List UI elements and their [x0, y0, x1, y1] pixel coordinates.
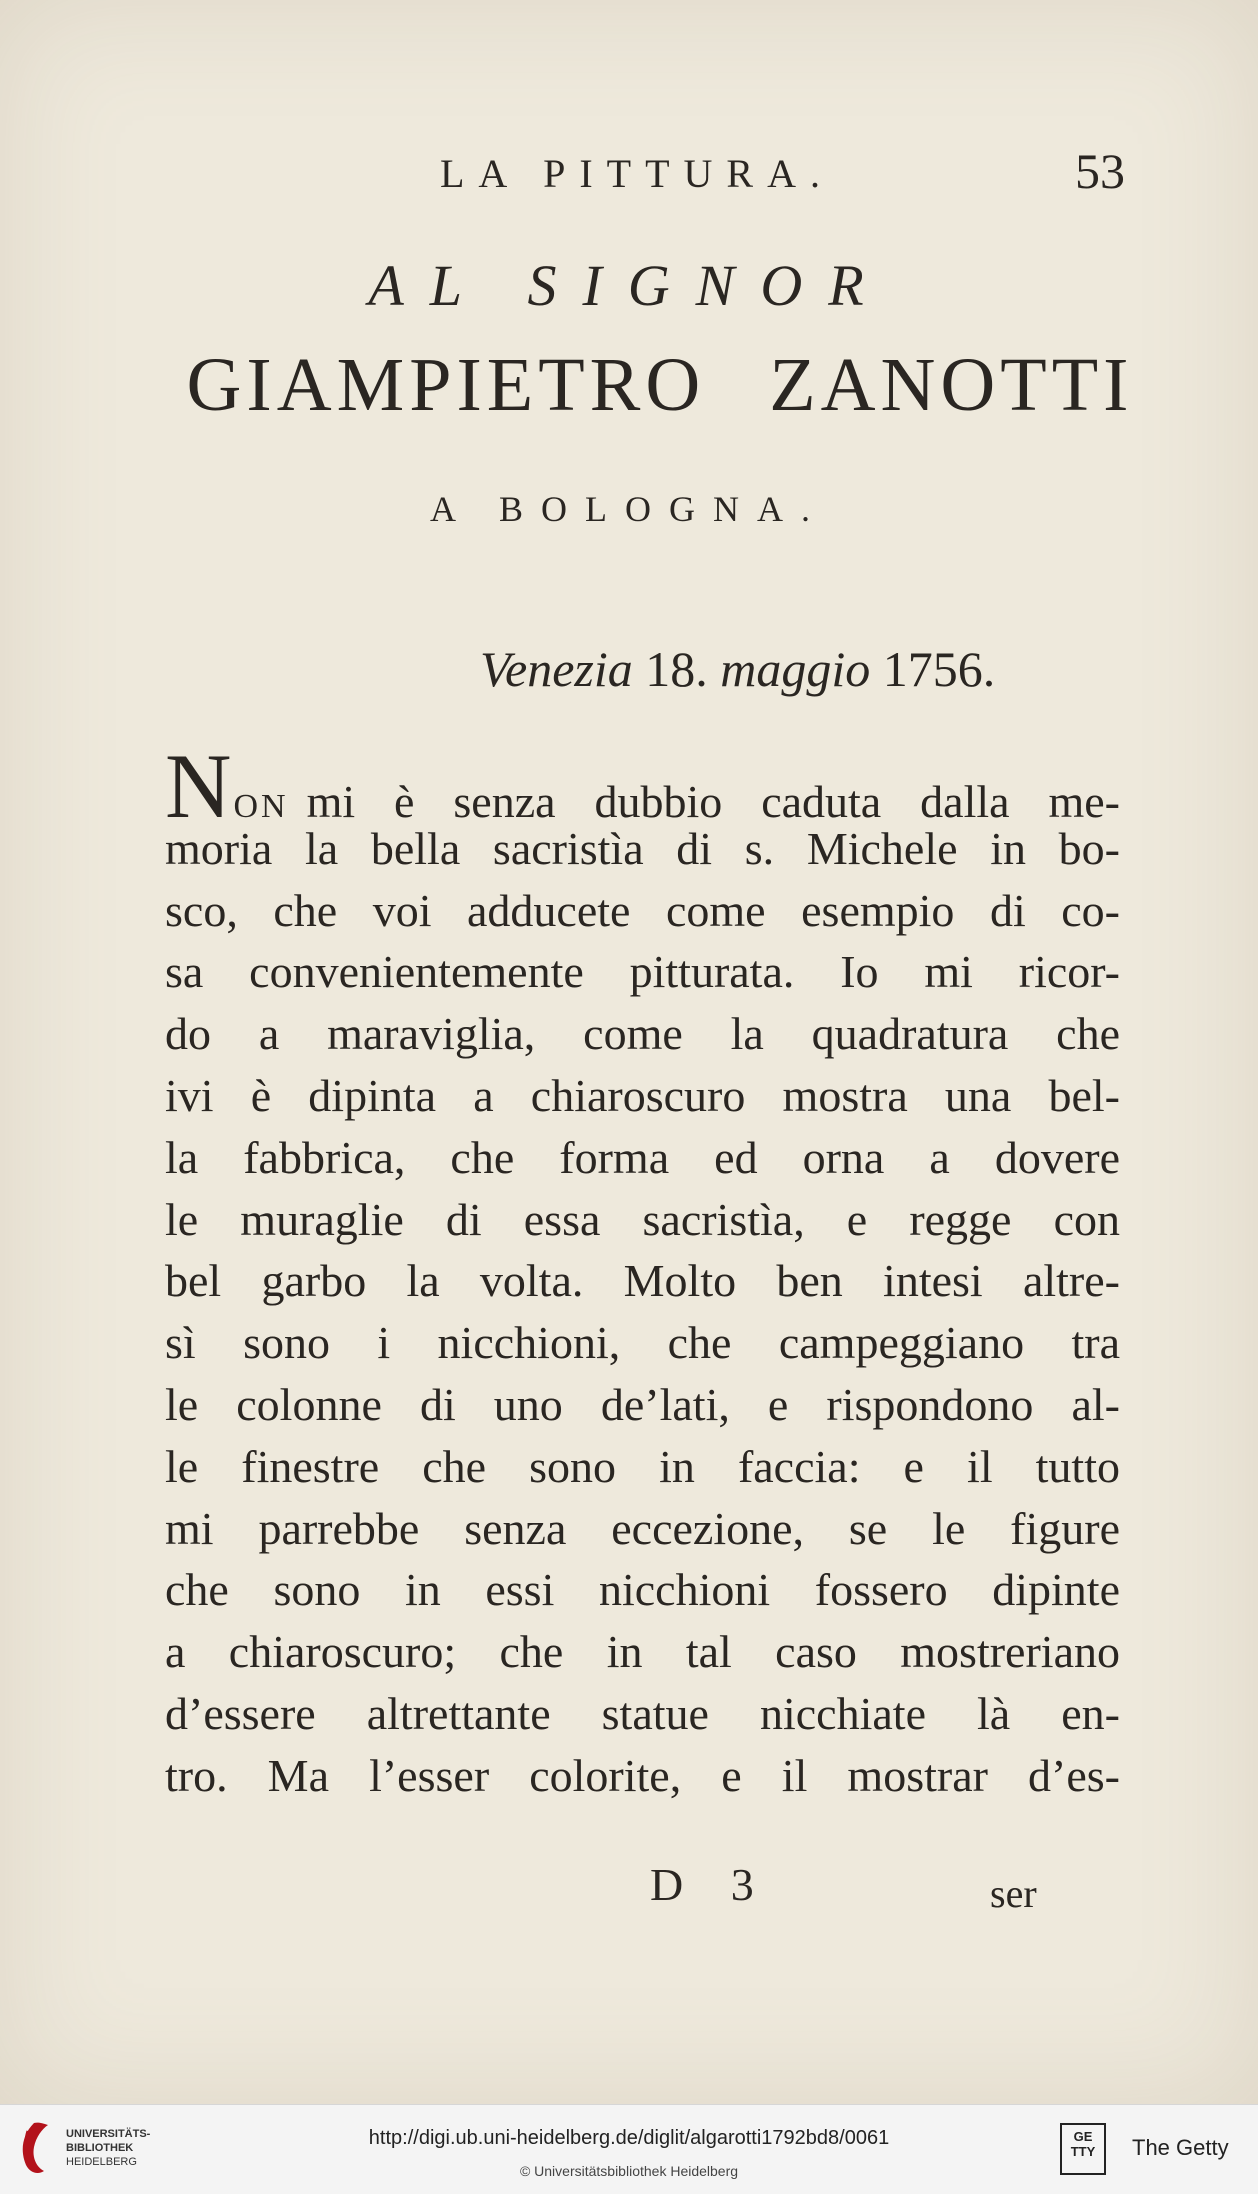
page-number: 53 [1075, 143, 1125, 199]
institution-line-1: UNIVERSITÄTS- [66, 2128, 151, 2140]
getty-logo-line-1: GE [1073, 2129, 1093, 2144]
letter-line: do a maraviglia, come la quadratura che [165, 1008, 1120, 1060]
institution-line-2: BIBLIOTHEK [66, 2142, 134, 2154]
first-word-small-caps: ON [233, 788, 289, 825]
letter-line: sco, che voi adducete come esempio di co- [165, 884, 1120, 936]
dateline [480, 640, 995, 698]
letter-line: ivi è dipinta a chiaroscuro mostra una bel- [165, 1069, 1120, 1121]
letter-line: d’essere altrettante statue nicchiate là en- [165, 1687, 1120, 1739]
letter-line: a chiaroscuro; che in tal caso mostreriano [165, 1626, 1120, 1678]
letter-line: tro. Ma l’esser colorite, e il mostrar d’es- [165, 1749, 1120, 1801]
running-title: LA PITTURA. [440, 151, 834, 196]
permalink-url[interactable]: http://digi.ub.uni-heidelberg.de/diglit/algarotti1792bd8/0061 [368, 2127, 890, 2149]
copyright-notice: © Universitätsbibliothek Heidelberg [519, 2163, 739, 2179]
getty-logo-line-2: TTY [1070, 2144, 1096, 2159]
letter-line: le finestre che sono in faccia: e il tutto [165, 1440, 1120, 1492]
letter-line: le colonne di uno de’lati, e rispondono al- [165, 1378, 1120, 1430]
dateline-month: maggio [720, 641, 871, 697]
getty-logo-icon [1060, 2123, 1106, 2175]
letter-lines [165, 818, 1120, 1807]
dateline-day: 18. [645, 641, 708, 697]
address-city: A BOLOGNA. [429, 489, 828, 529]
address-line-1: AL SIGNOR [368, 253, 890, 318]
letter-line: moria la bella sacristìa di s. Michele in bo- [165, 822, 1120, 874]
letter-line: che sono in essi nicchioni fossero dipinte [165, 1564, 1120, 1616]
letter-line: sa convenientemente pitturata. Io mi ricor- [165, 946, 1120, 998]
dateline-place: Venezia [480, 641, 633, 697]
letter-line: sì sono i nicchioni, che campeggiano tra [165, 1317, 1120, 1369]
viewer-footer [0, 2104, 1258, 2194]
address-recipient: GIAMPIETRO ZANOTTI [186, 343, 1134, 427]
signature-mark: D 3 [650, 1859, 772, 1910]
letter-line: la fabbrica, che forma ed orna a dovere [165, 1131, 1120, 1183]
getty-name: The Getty [1132, 2135, 1229, 2160]
letter-first-line [165, 735, 1120, 837]
letter-body [165, 735, 1120, 1807]
letter-line: le muraglie di essa sacristìa, e regge con [165, 1193, 1120, 1245]
drop-cap: N [165, 735, 232, 837]
institution-line-3: HEIDELBERG [66, 2156, 137, 2168]
first-line-text: mi è senza dubbio caduta dalla me- [306, 776, 1120, 827]
letter-line: bel garbo la volta. Molto ben intesi altre- [165, 1255, 1120, 1307]
catchword: ser [990, 1871, 1037, 1916]
dateline-year: 1756. [882, 641, 996, 697]
letter-line: mi parrebbe senza eccezione, se le figure [165, 1502, 1120, 1554]
